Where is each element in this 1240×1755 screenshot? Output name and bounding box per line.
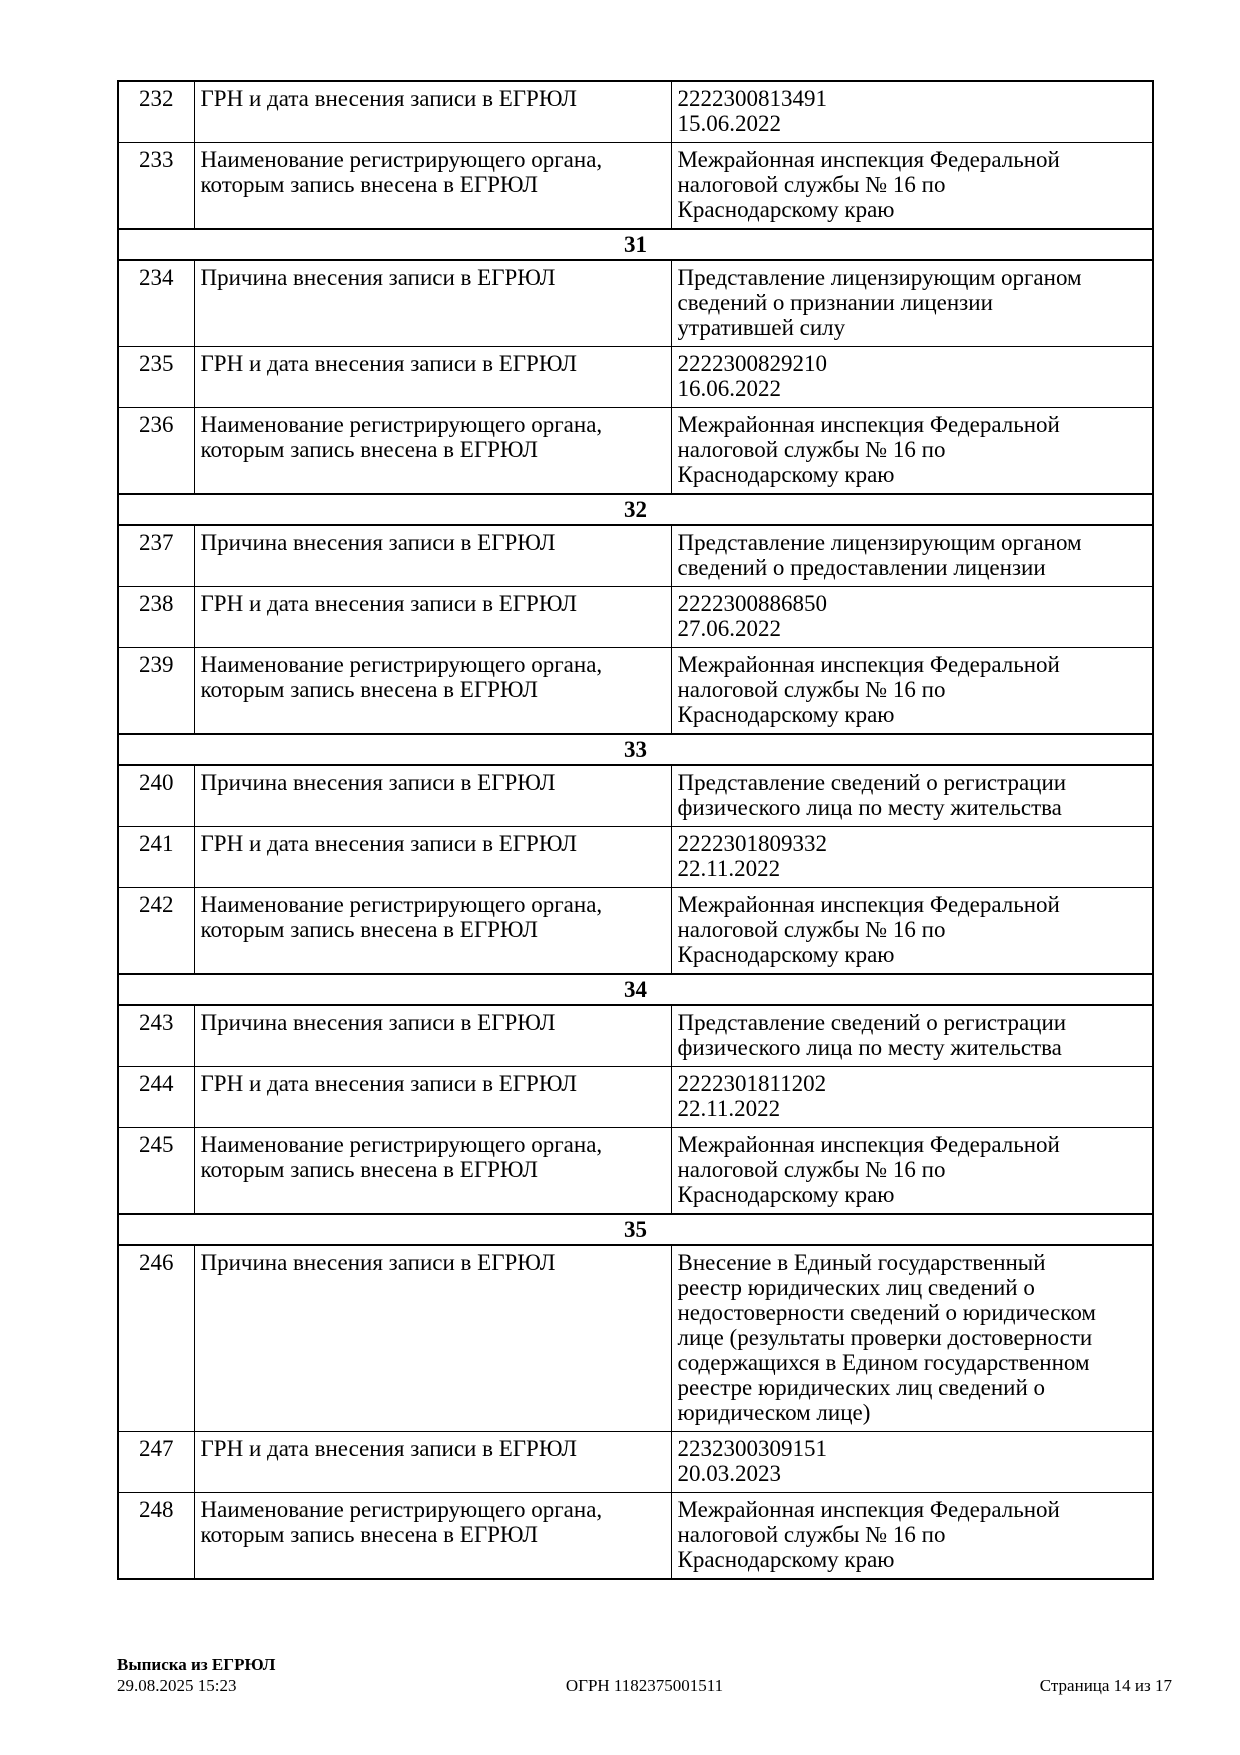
row-field-cell <box>194 1128 671 1215</box>
row-field-cell <box>194 1005 671 1067</box>
row-value-cell <box>671 81 1153 143</box>
table-row <box>118 347 1153 408</box>
text-line: Внесение в Единый государственный <box>677 1250 1046 1275</box>
row-number-cell: 240 <box>118 765 194 827</box>
row-number-cell: 233 <box>118 143 194 230</box>
text-line: ГРН и дата внесения записи в ЕГРЮЛ <box>200 831 577 856</box>
row-field-cell <box>194 408 671 495</box>
text-line: Причина внесения записи в ЕГРЮЛ <box>200 530 556 555</box>
text-line: Причина внесения записи в ЕГРЮЛ <box>200 1010 556 1035</box>
section-number: 31 <box>118 229 1153 260</box>
row-field-cell <box>194 888 671 975</box>
text-line: реестр юридических лиц сведений о <box>677 1275 1035 1300</box>
text-line: Наименование регистрирующего органа, <box>200 1132 603 1157</box>
text-line: ГРН и дата внесения записи в ЕГРЮЛ <box>200 351 577 376</box>
text-line: Краснодарскому краю <box>677 942 895 967</box>
footer-doc-title: Выписка из ЕГРЮЛ <box>117 1655 276 1674</box>
table-row <box>118 143 1153 230</box>
row-number-cell: 245 <box>118 1128 194 1215</box>
text-line: которым запись внесена в ЕГРЮЛ <box>200 172 539 197</box>
text-line: Межрайонная инспекция Федеральной <box>677 1132 1060 1157</box>
row-value-cell <box>671 1245 1153 1432</box>
table-row <box>118 587 1153 648</box>
text-line: Краснодарскому краю <box>677 197 895 222</box>
text-line: Наименование регистрирующего органа, <box>200 1497 603 1522</box>
row-field-cell <box>194 1493 671 1580</box>
text-line: которым запись внесена в ЕГРЮЛ <box>200 677 539 702</box>
text-line: 15.06.2022 <box>677 111 781 136</box>
row-field-cell <box>194 143 671 230</box>
row-field-cell <box>194 1245 671 1432</box>
row-field-cell <box>194 525 671 587</box>
text-line: реестре юридических лиц сведений о <box>677 1375 1046 1400</box>
section-header-row <box>118 734 1153 765</box>
table-row <box>118 81 1153 143</box>
text-line: Наименование регистрирующего органа, <box>200 892 603 917</box>
table-row <box>118 1493 1153 1580</box>
text-line: которым запись внесена в ЕГРЮЛ <box>200 1157 539 1182</box>
footer-info-row <box>117 1675 1172 1696</box>
text-line: 2222300829210 <box>677 351 827 376</box>
egrul-records-table <box>117 80 1154 1580</box>
table-row <box>118 1128 1153 1215</box>
footer-ogrn: ОГРН 1182375001511 <box>565 1676 724 1695</box>
text-line: Наименование регистрирующего органа, <box>200 412 603 437</box>
row-number-cell: 244 <box>118 1067 194 1128</box>
text-line: Межрайонная инспекция Федеральной <box>677 147 1060 172</box>
footer-page-number: Страница 14 из 17 <box>1039 1676 1172 1695</box>
text-line: физического лица по месту жительства <box>677 1035 1062 1060</box>
row-number-cell: 241 <box>118 827 194 888</box>
table-row <box>118 1432 1153 1493</box>
text-line: 22.11.2022 <box>677 1096 781 1121</box>
table-row <box>118 260 1153 347</box>
text-line: 2222300813491 <box>677 86 827 111</box>
text-line: ГРН и дата внесения записи в ЕГРЮЛ <box>200 1436 577 1461</box>
table-row <box>118 525 1153 587</box>
text-line: Краснодарскому краю <box>677 462 895 487</box>
text-line: Представление лицензирующим органом <box>677 530 1082 555</box>
row-number-cell: 248 <box>118 1493 194 1580</box>
text-line: налоговой службы № 16 по <box>677 1157 946 1182</box>
row-value-cell <box>671 888 1153 975</box>
row-field-cell <box>194 648 671 735</box>
text-line: Межрайонная инспекция Федеральной <box>677 652 1060 677</box>
text-line: налоговой службы № 16 по <box>677 677 946 702</box>
text-line: налоговой службы № 16 по <box>677 1522 946 1547</box>
row-value-cell <box>671 587 1153 648</box>
text-line: налоговой службы № 16 по <box>677 172 946 197</box>
section-number: 34 <box>118 974 1153 1005</box>
section-header-row <box>118 974 1153 1005</box>
text-line: 22.11.2022 <box>677 856 781 881</box>
text-line: Причина внесения записи в ЕГРЮЛ <box>200 265 556 290</box>
row-number-cell: 246 <box>118 1245 194 1432</box>
text-line: Наименование регистрирующего органа, <box>200 652 603 677</box>
text-line: Краснодарскому краю <box>677 702 895 727</box>
text-line: Межрайонная инспекция Федеральной <box>677 1497 1060 1522</box>
row-number-cell: 243 <box>118 1005 194 1067</box>
row-field-cell <box>194 827 671 888</box>
row-value-cell <box>671 1432 1153 1493</box>
row-value-cell <box>671 260 1153 347</box>
table-row <box>118 827 1153 888</box>
text-line: Наименование регистрирующего органа, <box>200 147 603 172</box>
text-line: сведений о предоставлении лицензии <box>677 555 1046 580</box>
text-line: налоговой службы № 16 по <box>677 917 946 942</box>
text-line: 20.03.2023 <box>677 1461 781 1486</box>
text-line: которым запись внесена в ЕГРЮЛ <box>200 1522 539 1547</box>
row-number-cell: 238 <box>118 587 194 648</box>
text-line: Причина внесения записи в ЕГРЮЛ <box>200 1250 556 1275</box>
text-line: 2222301809332 <box>677 831 827 856</box>
row-field-cell <box>194 1432 671 1493</box>
row-number-cell: 247 <box>118 1432 194 1493</box>
text-line: которым запись внесена в ЕГРЮЛ <box>200 437 539 462</box>
text-line: физического лица по месту жительства <box>677 795 1062 820</box>
text-line: утратившей силу <box>677 315 846 340</box>
row-value-cell <box>671 408 1153 495</box>
row-number-cell: 242 <box>118 888 194 975</box>
table-row <box>118 408 1153 495</box>
row-value-cell <box>671 143 1153 230</box>
table-row <box>118 1005 1153 1067</box>
text-line: ГРН и дата внесения записи в ЕГРЮЛ <box>200 1071 577 1096</box>
text-line: Представление сведений о регистрации <box>677 770 1067 795</box>
text-line: ГРН и дата внесения записи в ЕГРЮЛ <box>200 591 577 616</box>
text-line: Представление сведений о регистрации <box>677 1010 1067 1035</box>
text-line: 16.06.2022 <box>677 376 781 401</box>
footer-datetime: 29.08.2025 15:23 <box>117 1676 237 1695</box>
section-header-row <box>118 229 1153 260</box>
text-line: Причина внесения записи в ЕГРЮЛ <box>200 770 556 795</box>
text-line: которым запись внесена в ЕГРЮЛ <box>200 917 539 942</box>
row-value-cell <box>671 525 1153 587</box>
text-line: Межрайонная инспекция Федеральной <box>677 892 1060 917</box>
section-number: 35 <box>118 1214 1153 1245</box>
page-footer <box>117 1654 1172 1696</box>
section-number: 33 <box>118 734 1153 765</box>
row-number-cell: 237 <box>118 525 194 587</box>
text-line: лице (результаты проверки достоверности <box>677 1325 1093 1350</box>
text-line: ГРН и дата внесения записи в ЕГРЮЛ <box>200 86 577 111</box>
row-number-cell: 236 <box>118 408 194 495</box>
row-number-cell: 235 <box>118 347 194 408</box>
table-row <box>118 765 1153 827</box>
table-row <box>118 1245 1153 1432</box>
text-line: сведений о признании лицензии <box>677 290 993 315</box>
row-field-cell <box>194 347 671 408</box>
table-row <box>118 1067 1153 1128</box>
row-value-cell <box>671 765 1153 827</box>
row-value-cell <box>671 1005 1153 1067</box>
row-field-cell <box>194 260 671 347</box>
row-number-cell: 234 <box>118 260 194 347</box>
text-line: 2222300886850 <box>677 591 827 616</box>
row-value-cell <box>671 347 1153 408</box>
text-line: Краснодарскому краю <box>677 1547 895 1572</box>
row-value-cell <box>671 1493 1153 1580</box>
row-value-cell <box>671 1067 1153 1128</box>
text-line: Межрайонная инспекция Федеральной <box>677 412 1060 437</box>
text-line: юридическом лице) <box>677 1400 871 1425</box>
table-row <box>118 648 1153 735</box>
row-field-cell <box>194 765 671 827</box>
table-row <box>118 888 1153 975</box>
section-number: 32 <box>118 494 1153 525</box>
section-header-row <box>118 1214 1153 1245</box>
row-value-cell <box>671 648 1153 735</box>
section-header-row <box>118 494 1153 525</box>
text-line: содержащихся в Едином государственном <box>677 1350 1090 1375</box>
text-line: недостоверности сведений о юридическом <box>677 1300 1096 1325</box>
text-line: налоговой службы № 16 по <box>677 437 946 462</box>
text-line: 2232300309151 <box>677 1436 827 1461</box>
text-line: Краснодарскому краю <box>677 1182 895 1207</box>
text-line: 2222301811202 <box>677 1071 827 1096</box>
row-value-cell <box>671 1128 1153 1215</box>
row-value-cell <box>671 827 1153 888</box>
row-field-cell <box>194 81 671 143</box>
text-line: 27.06.2022 <box>677 616 781 641</box>
text-line: Представление лицензирующим органом <box>677 265 1082 290</box>
row-number-cell: 239 <box>118 648 194 735</box>
row-field-cell <box>194 1067 671 1128</box>
row-number-cell: 232 <box>118 81 194 143</box>
row-field-cell <box>194 587 671 648</box>
